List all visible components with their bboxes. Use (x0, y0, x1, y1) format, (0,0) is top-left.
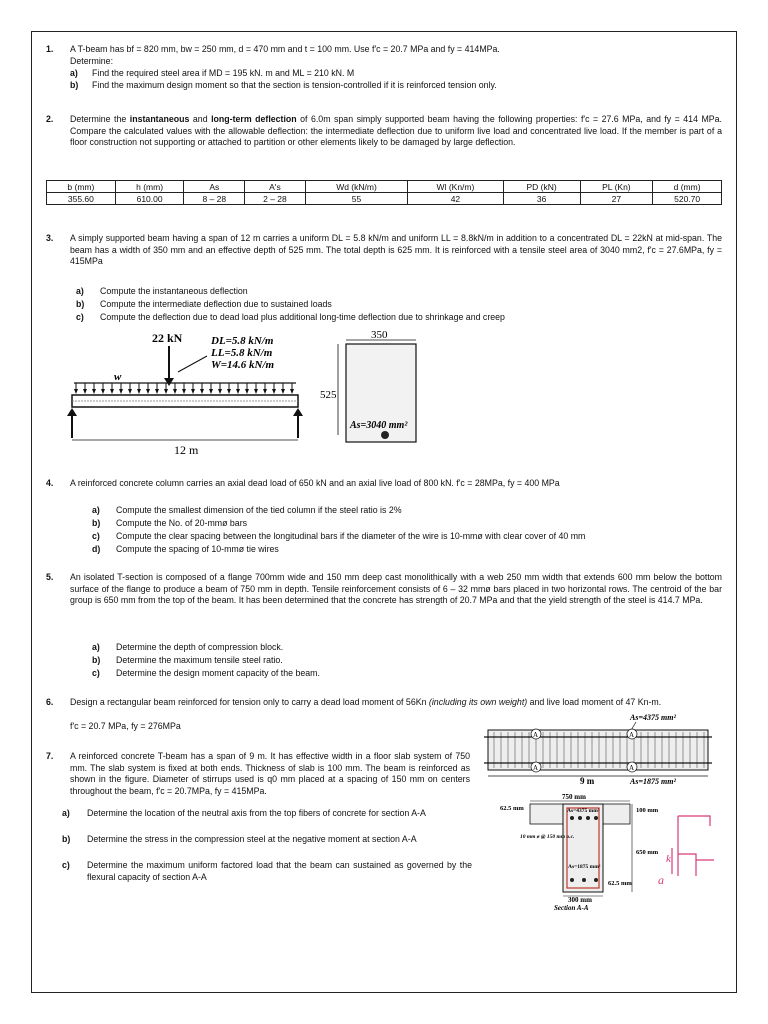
load-arrow-head (236, 389, 240, 394)
section-marker: A (629, 764, 635, 772)
span-label: 12 m (174, 443, 199, 457)
tbeam-elevation-figure (480, 710, 720, 786)
span-label: 9 m (580, 776, 595, 786)
problem-text: An isolated T-section is composed of a flange 700mm wide and 150 mm deep cast monolithically with a web 250 mm width that extends 600 mm below the bottom surface of the flange to produce a beam of 750 mm in depth. Tensile reinforcement consists of 6 – 32 mmø bars placed in two horizontal rows. The centroid of the bar group is 650 mm from the top of the beam. It has been determined that the concrete has strength of 20.7 MPa and that the yield strength of the steel is 414.7 MPa. (70, 572, 722, 606)
top-steel-small: As=4375 mm² (567, 808, 600, 814)
problem-number: 7. (46, 751, 54, 761)
problem-text: Determine the instantaneous and long-term deflection of 6.0m span simply supported beam having the following properties: f'c = 27.6 MPa, and fy = 414 MPa. Compare the calculated values with the allowable deflection: the intermediate deflection due to uniform live load and concentrated live load. If the member is part of a floor construction not supporting or attached to partition or other elements likely to be damaged by large deflection. (70, 114, 722, 148)
depth-label: 650 mm (636, 849, 659, 856)
problem-text: A simply supported beam having a span of 12 m carries a uniform DL = 5.8 kN/m and uniform LL = 8.8kN/m in addition to a concentrated DL = 22kN at mid-span. The beam has a width of 350 mm and an effective depth of 525 mm. The total depth is 625 mm. It is reinforced with a tensile steel area of 3040 mm2, f'c = 27.6MPa, fy = 415MPa (70, 233, 722, 267)
handwritten-k: k (666, 853, 671, 865)
load-arrow-head (74, 389, 78, 394)
beam-loading-figure (66, 328, 316, 460)
handwritten-a: a (658, 873, 664, 887)
steel-area-label: As=3040 mm² (350, 420, 408, 431)
top-steel-label: As=4375 mm² (630, 713, 676, 722)
section-marker: A (533, 764, 539, 772)
load-arrow-head (146, 389, 150, 394)
load-arrow-head (272, 389, 276, 394)
beam-section-figure (316, 328, 426, 448)
w-label: w (114, 371, 122, 383)
dead-load-label: DL=5.8 kN/m (211, 335, 274, 347)
problem-number: 3. (46, 233, 54, 243)
load-arrow-head (218, 389, 222, 394)
load-arrow-head (119, 389, 123, 394)
point-load-label: 22 kN (152, 331, 183, 345)
bottom-steel-label: As=1875 mm² (630, 777, 676, 786)
load-arrow-head (263, 389, 267, 394)
load-arrow-head (101, 389, 105, 394)
load-arrow-head (92, 389, 96, 394)
problem-text: A T-beam has bf = 820 mm, bw = 250 mm, d = 470 mm and t = 100 mm. Use f'c = 20.7 MPa and fy = 414MPa. Determine: (70, 44, 500, 66)
table-header-row: b (mm) h (mm) As A's Wd (kN/m) Wl (Kn/m) PD (kN) PL (Kn) d (mm) (47, 181, 722, 193)
steel-bar (381, 431, 389, 439)
section-marker: A (629, 731, 635, 739)
web-width-label: 300 mm (568, 896, 592, 904)
load-arrow-head (281, 389, 285, 394)
beam-properties-table (46, 180, 722, 205)
depth-label: 525 (320, 389, 337, 401)
load-arrow-head (209, 389, 213, 394)
handwritten-annotation (652, 808, 722, 898)
problem-number: 5. (46, 572, 54, 582)
load-arrow-head (227, 389, 231, 394)
load-arrow-head (200, 389, 204, 394)
problem-text: Design a rectangular beam reinforced for tension only to carry a dead load moment of 56Kn (including its own weight) and live load moment of 47 Kn-m. (70, 697, 662, 707)
problem-number: 4. (46, 478, 54, 488)
load-arrow-head (290, 389, 294, 394)
table-row: 355.60 610.00 8 – 28 2 – 28 55 42 36 27 520.70 (47, 193, 722, 205)
width-label: 350 (371, 329, 388, 341)
overhang-label: 62.5 mm (500, 805, 524, 812)
flange-width-label: 750 mm (562, 793, 586, 801)
stirrup-label: 10 mm ø @ 150 mm o.c. (520, 834, 575, 840)
load-arrow-head (182, 389, 186, 394)
load-arrow-head (128, 389, 132, 394)
load-arrow-head (110, 389, 114, 394)
load-arrow-head (245, 389, 249, 394)
load-arrow-head (173, 389, 177, 394)
live-load-label: LL=5.8 kN/m (211, 347, 273, 359)
problem-number: 6. (46, 697, 54, 707)
load-arrow-head (83, 389, 87, 394)
cover-label: 62.5 mm (608, 880, 632, 887)
load-arrow-head (155, 389, 159, 394)
material-properties: f'c = 20.7 MPa, fy = 276MPa (70, 721, 181, 731)
tbeam-section-figure (496, 790, 659, 912)
section-caption: Section A-A (554, 904, 589, 912)
problem-text: A reinforced concrete column carries an axial dead load of 650 kN and an axial live load of 800 kN. f'c = 28MPa, fy = 400 MPa (70, 478, 560, 488)
bottom-steel-small: As=1875 mm² (568, 864, 601, 870)
load-arrow-head (137, 389, 141, 394)
problem-text: A reinforced concrete T-beam has a span of 9 m. It has effective width in a floor slab system of 750 mm. The slab system is fixed at both ends. Thickness of slab is 100 mm. The beam is reinforced as shown in the figure. Diameter of stirrups used is q0 mm placed at a spacing of 150 mm on centers throughout the beam, f'c = 20.7MPa, fy = 415MPa. (70, 751, 470, 796)
load-arrow-head (191, 389, 195, 394)
total-load-label: W=14.6 kN/m (211, 359, 275, 371)
problem-number: 1. (46, 44, 54, 54)
load-arrow-head (164, 389, 168, 394)
problem-number: 2. (46, 114, 54, 124)
load-arrow-head (254, 389, 258, 394)
section-marker: A (533, 731, 539, 739)
slab-thickness-label: 100 mm (636, 807, 659, 814)
